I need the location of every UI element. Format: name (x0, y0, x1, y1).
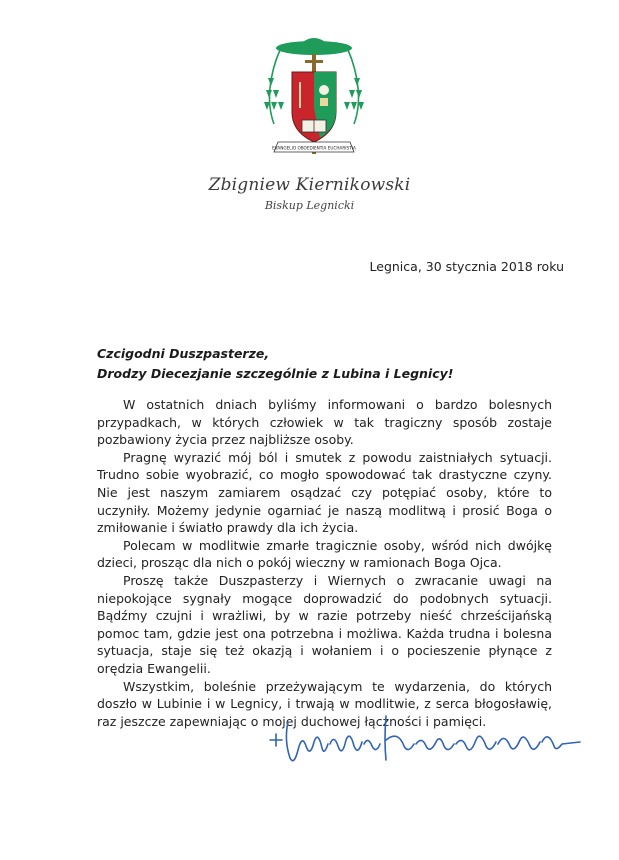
bishop-name: Zbigniew Kiernikowski (208, 175, 411, 195)
salutation-line-1: Czcigodni Duszpasterze, (97, 346, 270, 361)
paragraph-5: Wszystkim, boleśnie przeżywającym te wydarzenia, do których doszło w Lubinie i w Legnicy, i trwają w modlitwie, z serca błogosławię, raz jeszcze zapewniając o mojej duchowej łączności i pamięci. (97, 678, 552, 729)
letter-body (97, 396, 552, 730)
paragraph-4: Proszę także Duszpasterzy i Wiernych o zwracanie uwagi na niepokojące sygnały mogące doprowadzić do podobnych sytuacji. Bądźmy czujni i wrażliwi, by w razie potrzeby nieść chrześcijańską pomoc tam, gdzie jest ona potrzebna i możliwa. Każda trudna i bolesna sytuacja, staje się też okazją i wołaniem i o pocieszenie płynące z orędzia Ewangelii. (97, 572, 552, 676)
svg-text:EVANGELIO OBOEDIENTIA EUCHARIS: EVANGELIO OBOEDIENTIA EUCHARISTIA (272, 145, 356, 151)
paragraph-3: Polecam w modlitwie zmarłe tragicznie osoby, wśród nich dwójkę dzieci, prosząc dla nich o pokój wieczny w ramionach Boga Ojca. (97, 537, 552, 571)
salutation (97, 344, 453, 384)
paragraph-2: Pragnę wyrazić mój ból i smutek z powodu zaistniałych sytuacji. Trudno sobie wyobrazić, co mogło spowodować tak drastyczne czyny. Nie jest naszym zamiarem osądzać czy potępiać osoby, które to uczyniły. Możemy jedynie ogarniać je naszą modlitwą i prosić Boga o zmiłowanie i światło prawdy dla ich życia. (97, 449, 552, 536)
handwritten-signature (258, 700, 598, 780)
salutation-line-2: Drodzy Diecezjanie szczególnie z Lubina i Legnicy! (97, 366, 454, 381)
paragraph-1: W ostatnich dniach byliśmy informowani o bardzo bolesnych przypadkach, w których człowiek w tak tragiczny sposób zostaje pozbawiony życia przez najbliższe osoby. (97, 397, 552, 448)
date-line: Legnica, 30 stycznia 2018 roku (369, 259, 564, 274)
bishop-title: Biskup Legnicki (264, 199, 355, 212)
coat-of-arms-image (258, 28, 370, 168)
